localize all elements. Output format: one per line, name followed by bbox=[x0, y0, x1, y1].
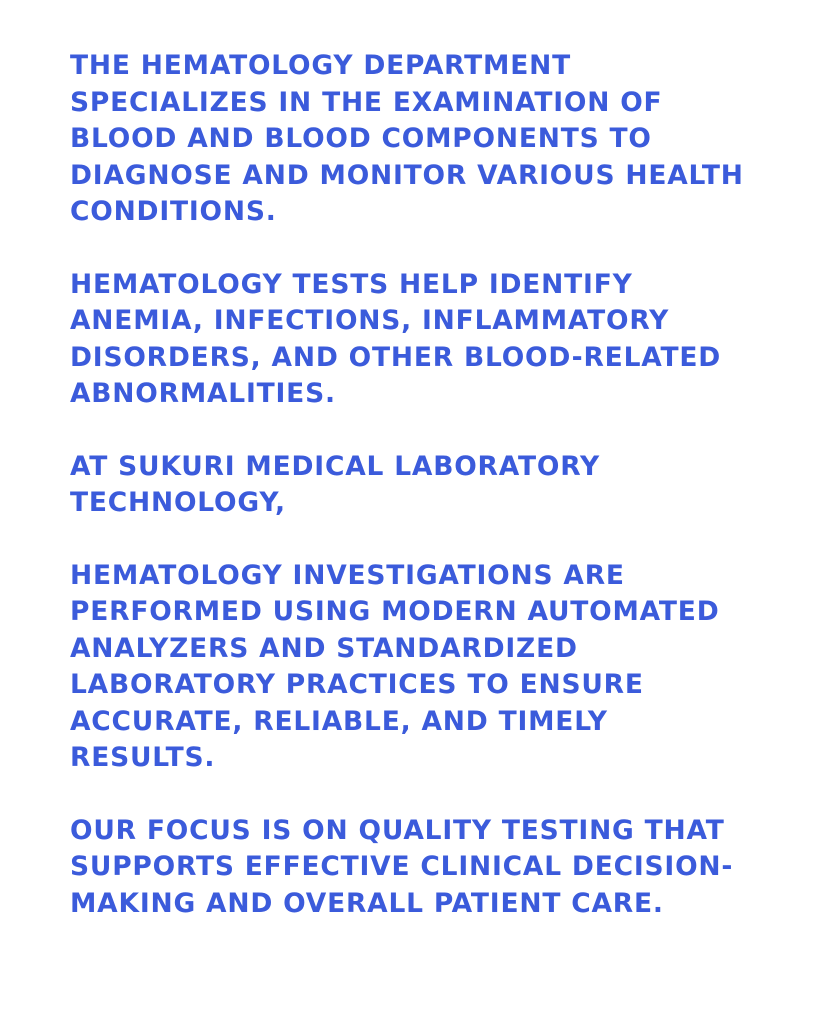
paragraph-methods: HEMATOLOGY INVESTIGATIONS ARE PERFORMED USING MODERN AUTOMATED ANALYZERS AND STANDARDIZED LABORATORY PRACTICES TO ENSURE ACCURATE, RELIABLE, AND TIMELY RESULTS. bbox=[70, 559, 720, 773]
paragraph-focus: OUR FOCUS IS ON QUALITY TESTING THAT SUPPORTS EFFECTIVE CLINICAL DECISION-MAKING AND OVERALL PATIENT CARE. bbox=[70, 814, 734, 919]
paragraph-intro: THE HEMATOLOGY DEPARTMENT SPECIALIZES IN THE EXAMINATION OF BLOOD AND BLOOD COMPONENTS TO DIAGNOSE AND MONITOR VARIOUS HEALTH CONDITIONS. bbox=[70, 50, 744, 227]
paragraph-tests: HEMATOLOGY TESTS HELP IDENTIFY ANEMIA, INFECTIONS, INFLAMMATORY DISORDERS, AND OTHER BLOOD-RELATED ABNORMALITIES. bbox=[70, 268, 722, 409]
paragraph-organization: AT SUKURI MEDICAL LABORATORY TECHNOLOGY, bbox=[70, 450, 600, 518]
